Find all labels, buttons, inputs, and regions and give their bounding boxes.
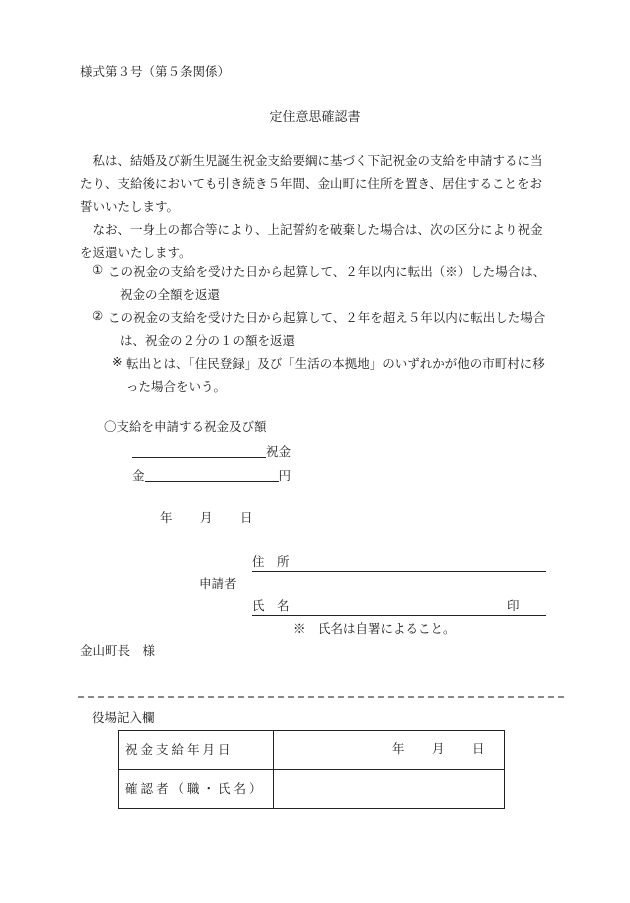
addressee: 金山町長 様 [80,643,156,658]
office-date-year: 年 [392,741,405,756]
amount-line[interactable] [145,466,279,482]
item-1-marker: ① [92,262,104,277]
relocation-note: 転出とは、「住民登録」及び「生活の本拠地」のいずれかが他の市町村に移った場合をいう。 [126,356,545,394]
table-row [119,731,505,770]
pledge-paragraph: 私は、結婚及び新生児誕生祝金支給要綱に基づく下記祝金の支給を申請するに当たり、支給後においても引き続き５年間、金山町に住所を置き、居住することをお誓いいたします。 [80,153,543,214]
office-table [118,730,505,809]
amount-suffix: 円 [278,467,292,483]
form-number: 様式第３号（第５条関係） [80,64,231,79]
table-row [119,770,505,809]
confirmer-label: 確認者（職・氏名） [119,770,274,809]
payment-date-label: 祝金支給年月日 [119,731,274,770]
office-heading: 役場記入欄 [92,710,155,725]
cut-line [78,696,564,698]
item-1-text: この祝金の支給を受けた日から起算して、２年以内に転出（※）した場合は、祝金の全額を返還 [108,264,546,302]
signature-note: ※ 氏名は自署によること。 [293,621,456,636]
name-line[interactable] [252,615,546,616]
grant-heading: 〇支給を申請する祝金及び額 [104,419,267,434]
seal-mark: 印 [507,598,520,613]
note-marker: ※ [112,354,123,369]
date-year: 年 [160,510,173,525]
payment-date-field[interactable] [274,731,505,770]
refund-paragraph: なお、一身上の都合等により、上記誓約を破棄した場合は、次の区分により祝金を返還いたします。 [80,222,543,260]
applicant-label: 申請者 [199,576,237,591]
confirmer-field[interactable] [274,770,505,809]
office-date-month: 月 [432,741,445,756]
grant-type-suffix: 祝金 [266,443,292,459]
page-title: 定住意思確認書 [269,110,361,125]
date-day: 日 [240,510,253,525]
grant-type-line[interactable] [132,442,266,458]
address-label: 住 所 [252,554,290,569]
address-line[interactable] [252,571,546,572]
date-month: 月 [200,510,213,525]
item-2-marker: ② [92,308,104,323]
amount-prefix: 金 [132,467,145,483]
item-2-text: この祝金の支給を受けた日から起算して、２年を超え５年以内に転出した場合は、祝金の２分の１の額を返還 [108,310,546,348]
name-label: 氏 名 [252,598,290,613]
office-date-day: 日 [472,741,485,756]
